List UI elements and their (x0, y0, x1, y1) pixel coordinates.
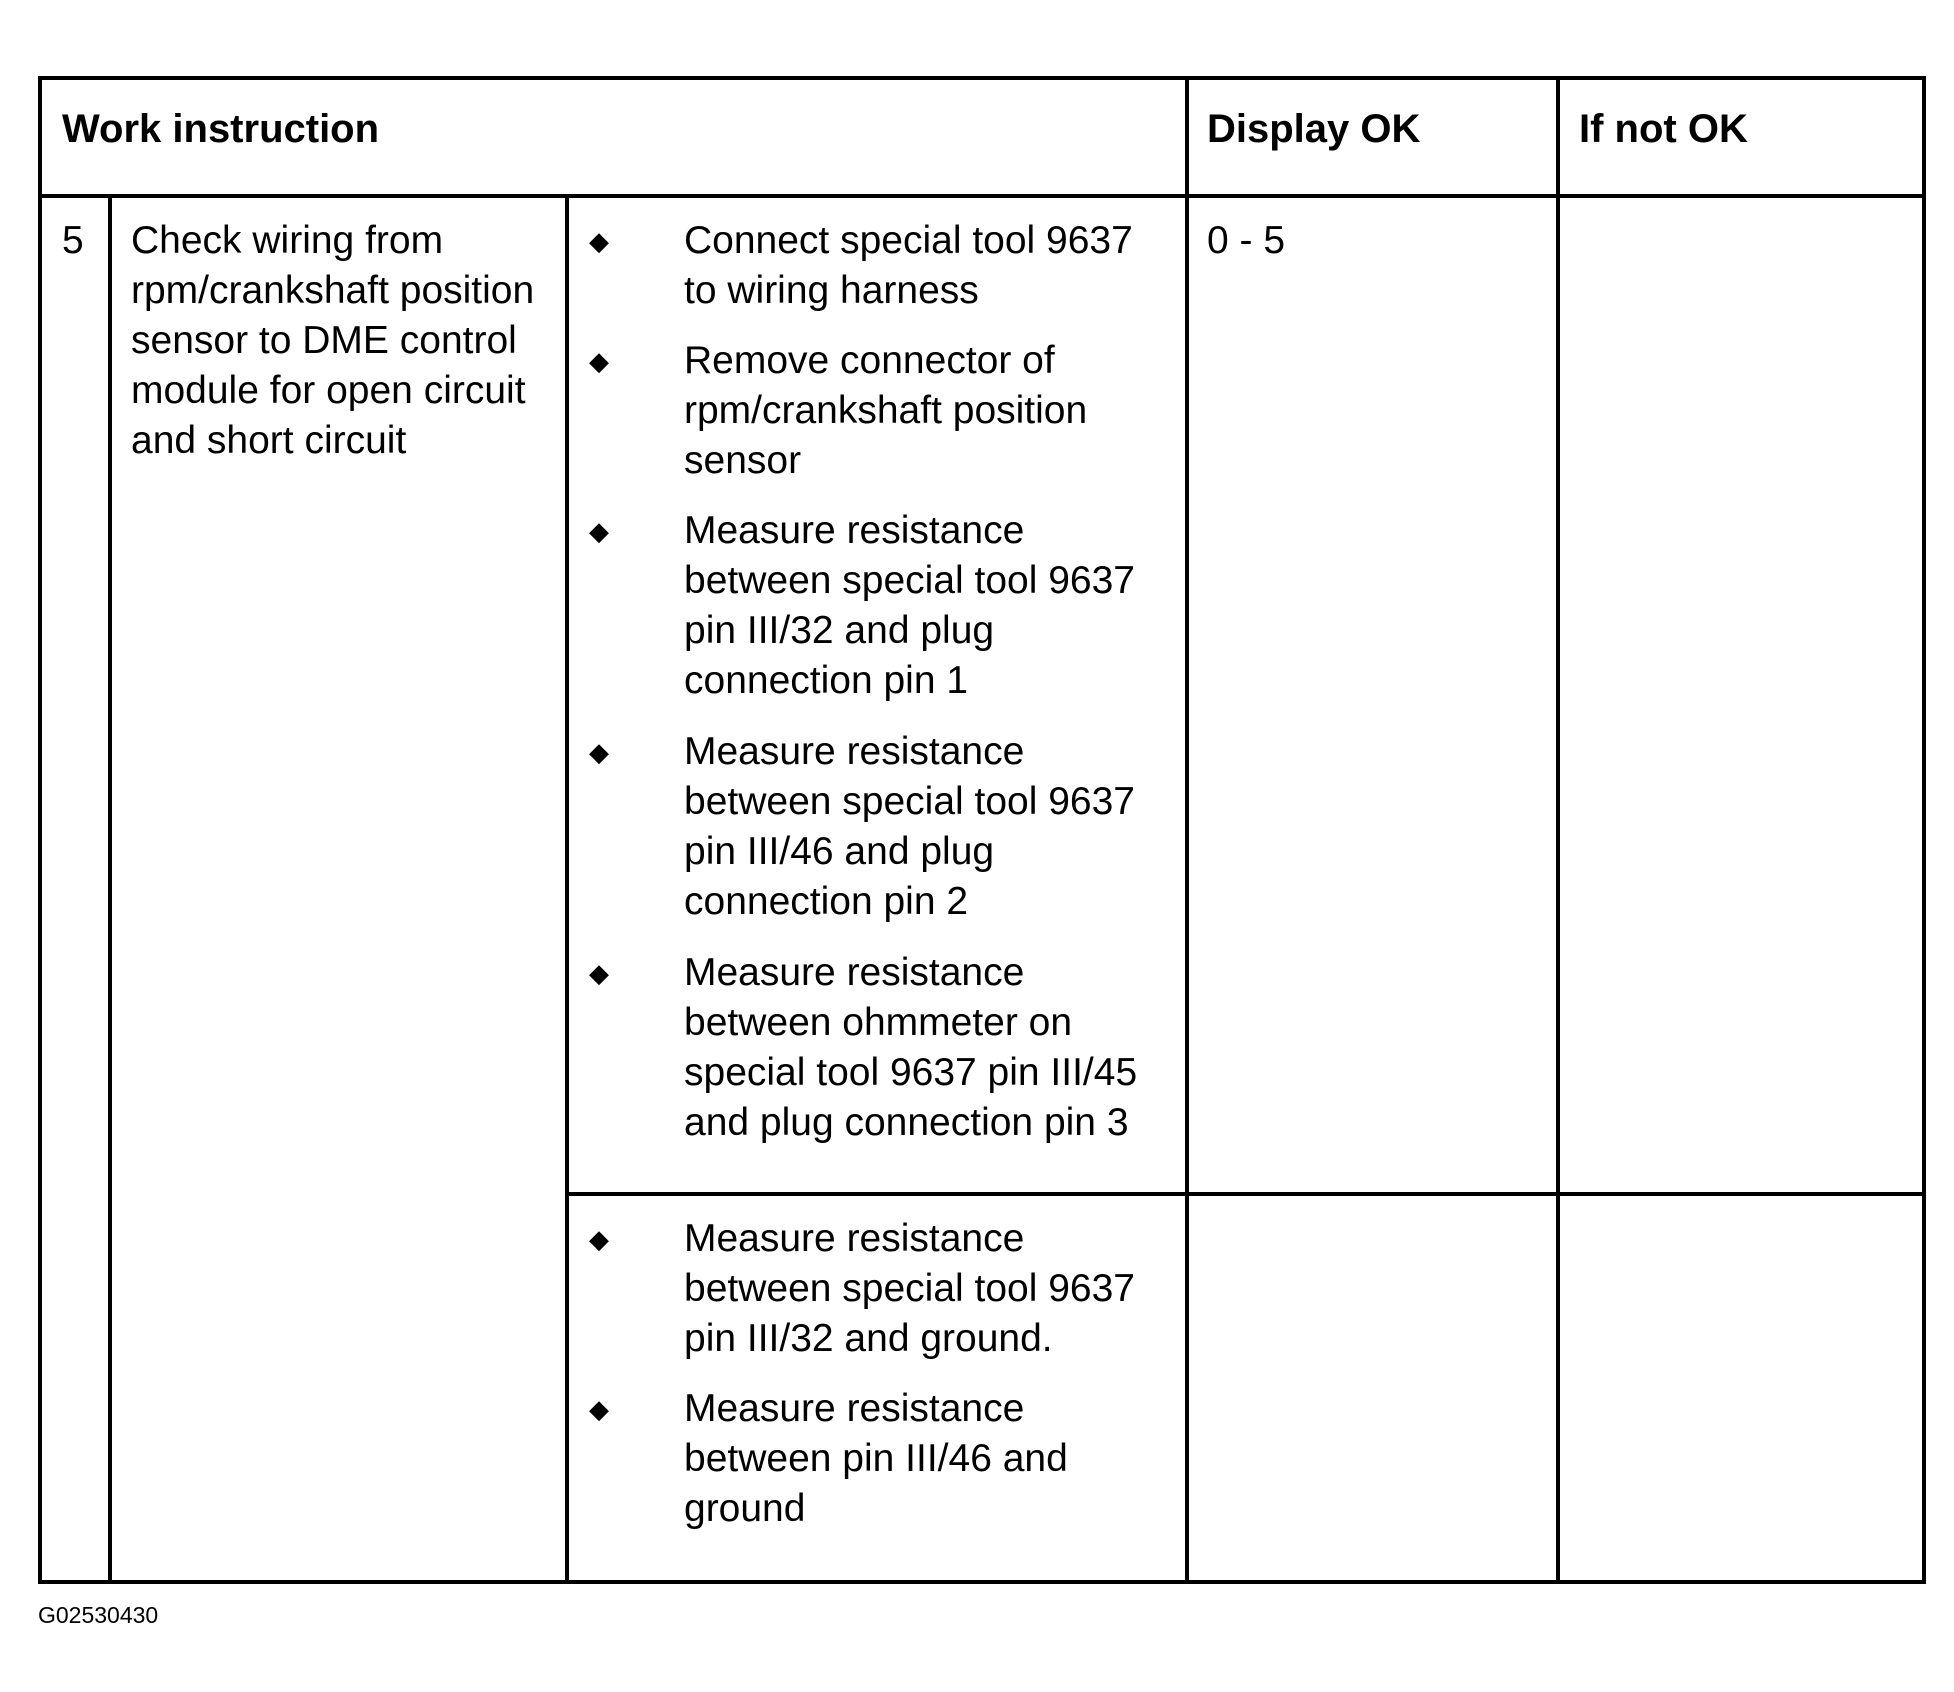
bullet-icon: ◆ (589, 1224, 609, 1254)
bullet-icon: ◆ (589, 1394, 609, 1424)
list-item-text: Measure resistance between ohmmeter on special tool 9637 pin III/45 and plug connection pin 3 (684, 951, 1138, 1144)
header-work-instruction: Work instruction (62, 107, 380, 151)
bullet-icon: ◆ (589, 226, 609, 256)
bullet-icon: ◆ (589, 737, 609, 767)
column-divider (1556, 80, 1560, 1580)
list-item-text: Connect special tool 9637 to wiring harness (684, 219, 1133, 312)
description-divider (565, 194, 569, 1580)
header-display-ok: Display OK (1207, 107, 1421, 151)
bullet-icon: ◆ (589, 516, 609, 546)
step-number: 5 (62, 219, 84, 262)
list-item-text: Measure resistance between special tool 9637 pin III/46 and plug connection pin 2 (684, 730, 1135, 923)
bullet-icon: ◆ (589, 958, 609, 988)
step-description: Check wiring from rpm/crankshaft position sensor to DME control module for open circuit and short circuit (131, 219, 535, 462)
figure-id: G02530430 (38, 1602, 159, 1628)
header-if-not-ok: If not OK (1579, 107, 1748, 151)
column-divider (1185, 80, 1189, 1580)
list-item-text: Measure resistance between pin III/46 and ground (684, 1387, 1068, 1530)
header-divider (42, 194, 1922, 198)
list-item-text: Measure resistance between special tool 9637 pin III/32 and plug connection pin 1 (684, 509, 1135, 702)
work-instruction-table (38, 76, 1926, 1584)
display-ok-value: 0 - 5 (1207, 219, 1286, 262)
step-number-divider (108, 194, 112, 1580)
list-item-text: Measure resistance between special tool 9637 pin III/32 and ground. (684, 1217, 1135, 1360)
list-item-text: Remove connector of rpm/crankshaft position sensor (684, 339, 1088, 482)
bullet-icon: ◆ (589, 346, 609, 376)
group-divider (565, 1192, 1922, 1196)
